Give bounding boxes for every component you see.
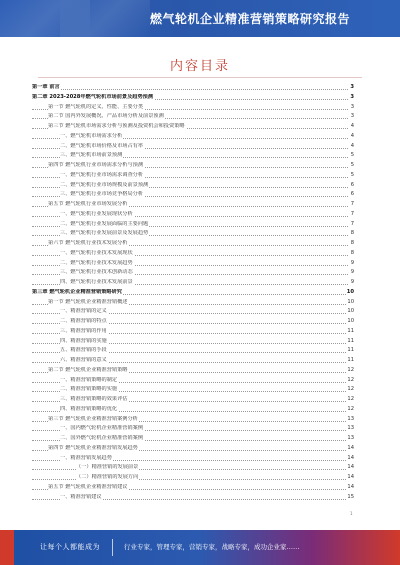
toc-entry[interactable]	[32, 240, 354, 250]
toc-entry-text: 二、燃气轮机行业市场规模及前景预测	[60, 181, 149, 188]
toc-entry-page: 3	[350, 113, 354, 120]
toc-entry-page: 11	[347, 347, 354, 354]
toc-entry[interactable]	[32, 474, 354, 484]
toc-entry-text: 一、燃气轮机行业技术发展现状	[60, 249, 133, 256]
toc-entry-page: 6	[350, 191, 354, 198]
toc-entry[interactable]	[32, 84, 354, 94]
toc-entry-page: 9	[350, 259, 354, 266]
toc-entry-page: 6	[350, 181, 354, 188]
toc-entry-text: 第四节 燃气轮机行业市场需求分析与预测	[48, 162, 144, 168]
page-number: 1	[350, 511, 353, 516]
toc-entry[interactable]	[32, 191, 354, 201]
toc-entry[interactable]	[32, 484, 354, 494]
toc-entry-page: 14	[347, 454, 354, 461]
toc-entry-text: 第五节 燃气轮机企业精准营销建议	[48, 483, 128, 490]
toc-entry[interactable]	[32, 250, 354, 260]
toc-entry-text: 三、燃气轮机行业技术创新动态	[60, 269, 133, 276]
toc-entry-page: 3	[350, 103, 354, 110]
toc-entry[interactable]	[32, 133, 354, 143]
toc-entry-page: 14	[347, 464, 354, 471]
toc-entry-page: 4	[350, 123, 354, 129]
toc-entry-text: 一、精准营销建议	[60, 493, 102, 500]
toc-entry-text: 第三节 燃气轮机企业精准营销案例分析	[48, 415, 138, 422]
toc-entry-page: 7	[350, 210, 354, 217]
toc-entry-page: 11	[347, 337, 354, 344]
toc-entry-text: 一、精准营销发展趋势	[60, 454, 112, 461]
toc-entry-page: 15	[347, 493, 354, 500]
toc-entry[interactable]	[32, 104, 354, 114]
toc-entry-text: 四、精准营销的实施	[60, 337, 107, 344]
toc-entry-text: 五、精准营销的手段	[60, 347, 107, 354]
toc-entry-text: 第三节 燃气轮机市场需求分析与预测及投资机会和投资策略	[48, 123, 185, 129]
toc-entry[interactable]	[32, 269, 354, 279]
toc-entry[interactable]	[32, 221, 354, 231]
toc-entry-page: 8	[350, 240, 354, 246]
toc-entry-page: 5	[350, 152, 354, 159]
toc-entry-page: 8	[350, 230, 354, 237]
table-of-contents	[32, 84, 354, 503]
toc-heading: 内容目录	[169, 59, 230, 74]
toc-entry-text: 一、国内燃气轮机企业精准营销案例	[60, 425, 144, 432]
toc-entry-page: 9	[350, 279, 354, 285]
toc-entry[interactable]	[32, 367, 354, 377]
toc-entry-page: 3	[350, 93, 354, 100]
toc-entry[interactable]	[32, 94, 354, 104]
toc-entry[interactable]	[32, 318, 354, 328]
toc-entry[interactable]	[32, 328, 354, 338]
report-footer	[0, 530, 400, 565]
toc-entry-text: 三、精准营销的作用	[60, 327, 107, 334]
toc-entry-page: 11	[347, 327, 354, 334]
toc-entry-page: 5	[350, 171, 354, 178]
toc-entry-text: 四、燃气轮机行业技术发展前景	[60, 279, 133, 285]
toc-entry-page: 12	[347, 396, 354, 402]
toc-entry-text: 第一章 前言	[32, 84, 60, 90]
toc-entry[interactable]	[32, 435, 354, 445]
toc-entry-page: 11	[347, 357, 354, 363]
toc-entry-text: 第四节 燃气轮机企业精准营销发展趋势	[48, 444, 138, 451]
toc-entry[interactable]	[32, 464, 354, 474]
toc-entry-text: 二、燃气轮机行业发展面临的主要问题	[60, 220, 149, 227]
toc-entry-text: 一、精准营销策略的制定	[60, 376, 118, 383]
toc-entry[interactable]	[32, 377, 354, 387]
footer-slogan: 让每个人都能成为	[40, 543, 100, 551]
toc-entry-text: （二）精准营销的发展方向	[76, 474, 139, 480]
toc-entry[interactable]	[32, 289, 354, 299]
toc-entry-text: 一、燃气轮机行业发展现状分析	[60, 210, 133, 217]
toc-entry-text: 第一节 燃气轮机的定义、性能、主要分类	[48, 103, 144, 110]
toc-entry[interactable]	[32, 425, 354, 435]
toc-entry[interactable]	[32, 113, 354, 123]
toc-entry-page: 10	[347, 318, 354, 324]
toc-entry-text: （一）精准营销的发展前景	[76, 464, 139, 471]
toc-entry[interactable]	[32, 416, 354, 426]
toc-entry-page: 13	[347, 415, 354, 422]
toc-entry-text: 二、国外燃气轮机企业精准营销案例	[60, 435, 144, 441]
toc-entry[interactable]	[32, 201, 354, 211]
toc-entry-text: 四、精准营销策略的优化	[60, 405, 118, 412]
toc-entry-text: 二、精准营销策略的实施	[60, 386, 118, 393]
toc-entry-text: 第五节 燃气轮机行业市场发展分析	[48, 201, 128, 207]
report-title: 燃气轮机企业精准营销策略研究报告	[149, 12, 350, 26]
toc-entry-page: 3	[350, 84, 354, 90]
toc-entry[interactable]	[32, 143, 354, 153]
toc-entry-text: 第六节 燃气轮机行业技术发展分析	[48, 240, 128, 246]
toc-entry[interactable]	[32, 386, 354, 396]
toc-entry[interactable]	[32, 308, 354, 318]
toc-entry-text: 三、燃气轮机行业市场竞争格局分析	[60, 191, 144, 198]
toc-entry[interactable]	[32, 338, 354, 348]
toc-entry-page: 10	[346, 288, 354, 295]
toc-leader-dots	[32, 89, 348, 90]
toc-entry[interactable]	[32, 152, 354, 162]
toc-divider	[38, 77, 362, 78]
toc-entry[interactable]	[32, 357, 354, 367]
toc-entry[interactable]	[32, 211, 354, 221]
footer-tags: 行业专家，管理专家，营销专家，战略专家，成功企业家……	[124, 543, 300, 551]
toc-entry-page: 10	[347, 298, 354, 305]
toc-entry-text: 一、精准营销的定义	[60, 308, 107, 315]
toc-entry-text: 三、燃气轮机行业发展前景及发展趋势	[60, 230, 149, 237]
toc-entry[interactable]	[32, 406, 354, 416]
toc-entry[interactable]	[32, 162, 354, 172]
toc-entry-page: 10	[347, 308, 354, 315]
toc-entry-text: 第二节 燃气轮机企业精准营销策略	[48, 366, 128, 373]
report-header	[0, 0, 400, 37]
toc-entry[interactable]	[32, 299, 354, 309]
footer-divider	[112, 539, 113, 556]
toc-entry-page: 12	[347, 405, 354, 412]
toc-entry-text: 第三章 燃气轮机企业精准营销策略研究	[32, 288, 122, 295]
toc-entry-page: 12	[347, 376, 354, 383]
toc-entry-page: 5	[350, 162, 354, 168]
toc-entry-text: 二、燃气轮机行业技术发展趋势	[60, 259, 133, 266]
footer-accent-bar	[0, 530, 14, 565]
toc-entry-text: 六、精准营销的意义	[60, 357, 107, 363]
toc-entry-text: 第二节 国内外发展概况、产品市场分析及前景预测	[48, 113, 164, 120]
toc-entry-text: 一、燃气轮机行业市场需求调查分析	[60, 171, 144, 178]
toc-entry-page: 12	[347, 366, 354, 373]
toc-entry-page: 14	[347, 444, 354, 451]
toc-entry[interactable]	[32, 445, 354, 455]
toc-entry-page: 14	[347, 483, 354, 490]
toc-entry-page: 9	[350, 269, 354, 276]
toc-entry[interactable]	[32, 455, 354, 465]
toc-entry-text: 一、燃气轮机市场需求分析	[60, 132, 123, 139]
toc-entry-page: 4	[350, 142, 354, 149]
toc-entry[interactable]	[32, 396, 354, 406]
toc-entry-text: 二、精准营销的特点	[60, 318, 107, 324]
toc-entry-text: 二、燃气轮机市场价格及市场占有率	[60, 142, 144, 149]
toc-entry-text: 三、精准营销策略的效果评估	[60, 396, 128, 402]
toc-entry-page: 13	[347, 435, 354, 441]
toc-entry-page: 7	[350, 201, 354, 207]
toc-entry[interactable]	[32, 494, 354, 504]
toc-entry-page: 12	[347, 386, 354, 393]
toc-entry-page: 7	[350, 220, 354, 227]
toc-entry-text: 第一节 燃气轮机企业精准营销概述	[48, 298, 128, 305]
toc-entry-page: 4	[350, 132, 354, 139]
toc-entry-text: 三、燃气轮机市场前景预测	[60, 152, 123, 159]
toc-entry[interactable]	[32, 123, 354, 133]
toc-entry-page: 8	[350, 249, 354, 256]
toc-entry[interactable]	[32, 172, 354, 182]
toc-entry[interactable]	[32, 279, 354, 289]
toc-entry-text: 第二章 2023-2028年燃气轮机市场前景及趋势预测	[32, 93, 154, 100]
toc-entry[interactable]	[32, 182, 354, 192]
toc-entry-page: 13	[347, 425, 354, 432]
toc-entry[interactable]	[32, 260, 354, 270]
toc-entry[interactable]	[32, 347, 354, 357]
toc-entry-page: 14	[347, 474, 354, 480]
toc-entry[interactable]	[32, 230, 354, 240]
